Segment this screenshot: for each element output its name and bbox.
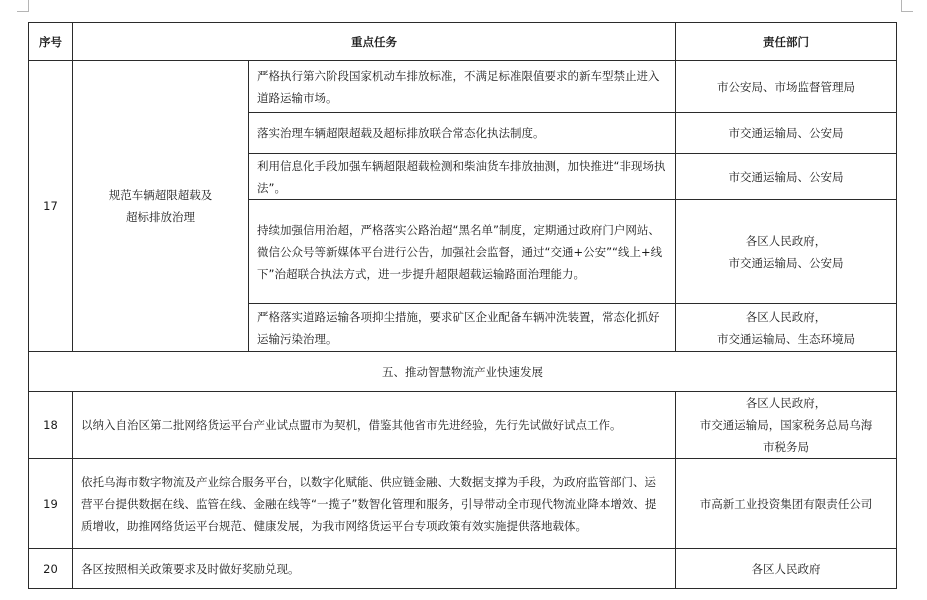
page-corner-mark-left (17, 0, 29, 12)
item-17-category (73, 61, 249, 352)
item-18-task: 以纳入自治区第二批网络货运平台产业试点盟市为契机，借鉴其他省市先进经验，先行先试做好试点工作。 (73, 392, 676, 459)
section-row (29, 352, 897, 392)
item-17-subtask-4: 持续加强信用治超，严格落实公路治超“黑名单”制度，定期通过政府门户网站、微信公众号等新媒体平台进行公告，加强社会监督，通过“交通+公安”“线上+线下”治超联合执法方式，进一步提升超限超载运输路面治理能力。 (249, 200, 676, 304)
item-19-task: 依托乌海市数字物流及产业综合服务平台，以数字化赋能、供应链金融、大数据支撑为手段，为政府监管部门、运营平台提供数据在线、监管在线、金融在线等“一揽子”数智化管理和服务，引导带动全市现代物流业降本增效、提质增收，助推网络货运平台规范、健康发展，为我市网络货运平台专项政策有效实施提供落地载体。 (73, 459, 676, 549)
item-17-dept-4 (676, 200, 897, 304)
table-header-row (29, 23, 897, 61)
item-18-dept-line3: 市税务局 (763, 440, 809, 454)
item-17-subtask-3: 利用信息化手段加强车辆超限超载检测和柴油货车排放抽测，加快推进“非现场执法”。 (249, 154, 676, 200)
item-17-category-line2: 超标排放治理 (126, 210, 195, 224)
item-17-subtask-1: 严格执行第六阶段国家机动车排放标准，不满足标准限值要求的新车型禁止进入道路运输市场。 (249, 61, 676, 113)
table-row (29, 549, 897, 589)
item-18-dept (676, 392, 897, 459)
header-dept: 责任部门 (676, 23, 897, 61)
header-no: 序号 (29, 23, 73, 61)
task-table (28, 22, 897, 589)
item-17-dept-1: 市公安局、市场监督管理局 (676, 61, 897, 113)
item-19-no: 19 (29, 459, 73, 549)
item-20-no: 20 (29, 549, 73, 589)
item-17-category-line1: 规范车辆超限超载及 (108, 188, 213, 202)
item-17-dept-4-line1: 各区人民政府， (745, 233, 827, 248)
item-17-dept-5 (676, 304, 897, 352)
item-17-dept-3: 市交通运输局、公安局 (676, 154, 897, 200)
item-17-subtask-2: 落实治理车辆超限超载及超标排放联合常态化执法制度。 (249, 113, 676, 154)
item-20-task: 各区按照相关政策要求及时做好奖励兑现。 (73, 549, 676, 589)
item-18-dept-line1: 各区人民政府， (745, 396, 827, 410)
item-17-dept-5-line1: 各区人民政府， (745, 309, 827, 324)
item-17-no: 17 (29, 61, 73, 352)
item-17-dept-4-line2: 市交通运输局、公安局 (728, 255, 844, 270)
item-17-subtask-5: 严格落实道路运输各项抑尘措施，要求矿区企业配备车辆冲洗装置，常态化抓好运输污染治理。 (249, 304, 676, 352)
item-17-dept-2: 市交通运输局、公安局 (676, 113, 897, 154)
item-20-dept: 各区人民政府 (676, 549, 897, 589)
table-row (29, 61, 897, 113)
item-18-no: 18 (29, 392, 73, 459)
section-5-title: 五、推动智慧物流产业快速发展 (29, 352, 897, 392)
item-19-dept: 市高新工业投资集团有限责任公司 (676, 459, 897, 549)
page-corner-mark-right (901, 0, 913, 12)
item-18-dept-line2: 市交通运输局，国家税务总局乌海 (699, 418, 873, 432)
header-task: 重点任务 (73, 23, 676, 61)
table-row (29, 459, 897, 549)
item-17-dept-5-line2: 市交通运输局、生态环境局 (717, 331, 855, 346)
table-row (29, 392, 897, 459)
